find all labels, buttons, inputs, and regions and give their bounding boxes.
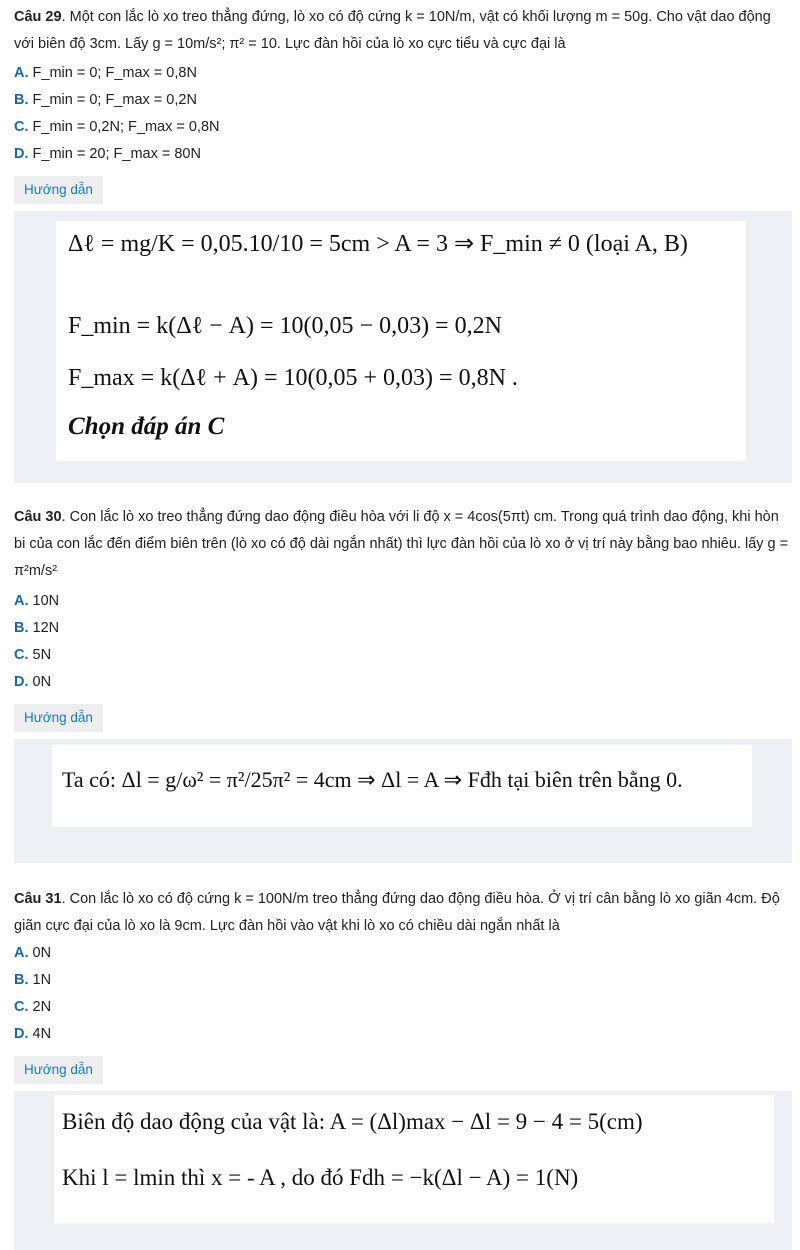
- solution-image: [56, 221, 746, 461]
- option-letter: C.: [14, 119, 29, 135]
- question-30: [14, 504, 794, 585]
- solution-line-1: Ta có: Δl = g/ω² = π²/25π² = 4cm ⇒ Δl = A ⇒ Fđh tại biên trên bằng 0.: [62, 767, 683, 792]
- option-letter: D.: [14, 674, 29, 690]
- solution-image: [52, 745, 752, 827]
- option-d[interactable]: [14, 1021, 51, 1048]
- question-text: . Một con lắc lò xo treo thẳng đứng, lò xo có độ cứng k = 10N/m, vật có khối lượng m = 50g. Cho vật dao động với biên độ 3cm. Lấy g = 10m/s²; π² = 10. Lực đàn hồi của lò xo cực tiểu và cực đại là: [14, 9, 771, 52]
- option-text: 4N: [32, 1026, 52, 1042]
- option-a[interactable]: [14, 940, 51, 967]
- option-d[interactable]: [14, 141, 201, 168]
- option-c[interactable]: [14, 642, 51, 669]
- solution-line-1: Biên độ dao động của vật là: A = (Δl)max − Δl = 9 − 4 = 5(cm): [62, 1109, 643, 1134]
- option-text: F_min = 0; F_max = 0,8N: [32, 65, 197, 81]
- option-a[interactable]: [14, 588, 59, 615]
- solution-answer: Chọn đáp án C: [68, 413, 225, 440]
- option-letter: A.: [14, 65, 29, 81]
- option-letter: C.: [14, 999, 29, 1015]
- option-text: F_min = 0; F_max = 0,2N: [32, 92, 197, 108]
- option-text: 10N: [32, 593, 60, 609]
- solution-line-2: Khi l = lmin thì x = - A , do đó Fdh = −k(Δl − A) = 1(N): [62, 1165, 579, 1190]
- solution-line-3: F_max = k(Δℓ + A) = 10(0,05 + 0,03) = 0,8N .: [68, 365, 518, 391]
- option-letter: A.: [14, 945, 29, 961]
- option-text: 12N: [32, 620, 60, 636]
- option-letter: C.: [14, 647, 29, 663]
- option-text: 0N: [32, 674, 52, 690]
- option-text: F_min = 0,2N; F_max = 0,8N: [32, 119, 220, 135]
- hint-toggle[interactable]: Hướng dẫn: [14, 1056, 103, 1084]
- solution-panel: [14, 1091, 792, 1250]
- solution-image: [54, 1095, 774, 1223]
- option-text: 2N: [32, 999, 52, 1015]
- option-b[interactable]: [14, 87, 197, 114]
- option-letter: D.: [14, 146, 29, 162]
- option-text: 0N: [32, 945, 52, 961]
- option-text: 1N: [32, 972, 52, 988]
- solution-panel: [14, 739, 792, 863]
- option-text: 5N: [32, 647, 52, 663]
- hint-toggle[interactable]: Hướng dẫn: [14, 176, 103, 204]
- option-a[interactable]: [14, 60, 197, 87]
- option-letter: B.: [14, 620, 29, 636]
- question-31: [14, 886, 794, 940]
- question-text: . Con lắc lò xo có độ cứng k = 100N/m treo thẳng đứng dao động điều hòa. Ở vị trí cân bằng lò xo giãn 4cm. Độ giãn cực đại của lò xo là 9cm. Lực đàn hồi vào vật khi lò xo có chiều dài ngắn nhất là: [14, 891, 780, 934]
- question-number: Câu 29: [14, 9, 62, 25]
- solution-line-1: Δℓ = mg/K = 0,05.10/10 = 5cm > A = 3 ⇒ F_min ≠ 0 (loại A, B): [68, 231, 688, 257]
- option-b[interactable]: [14, 615, 59, 642]
- question-number: Câu 30: [14, 509, 62, 525]
- solution-line-2: F_min = k(Δℓ − A) = 10(0,05 − 0,03) = 0,2N: [68, 313, 502, 339]
- option-letter: B.: [14, 92, 29, 108]
- option-c[interactable]: [14, 114, 220, 141]
- solution-panel: [14, 211, 792, 483]
- option-text: F_min = 20; F_max = 80N: [32, 146, 201, 162]
- hint-toggle[interactable]: Hướng dẫn: [14, 704, 103, 732]
- option-letter: D.: [14, 1026, 29, 1042]
- option-c[interactable]: [14, 994, 51, 1021]
- question-number: Câu 31: [14, 891, 62, 907]
- option-b[interactable]: [14, 967, 51, 994]
- option-letter: B.: [14, 972, 29, 988]
- option-d[interactable]: [14, 669, 51, 696]
- question-29: [14, 4, 794, 58]
- question-text: . Con lắc lò xo treo thẳng đứng dao động điều hòa với li độ x = 4cos(5πt) cm. Trong quá trình dao động, khi hòn bi của con lắc đến điểm biên trên (lò xo có độ dài ngắn nhất) thì lực đàn hồi của lò xo ở vị trí này bằng bao nhiêu. lấy g = π²m/s²: [14, 509, 789, 579]
- option-letter: A.: [14, 593, 29, 609]
